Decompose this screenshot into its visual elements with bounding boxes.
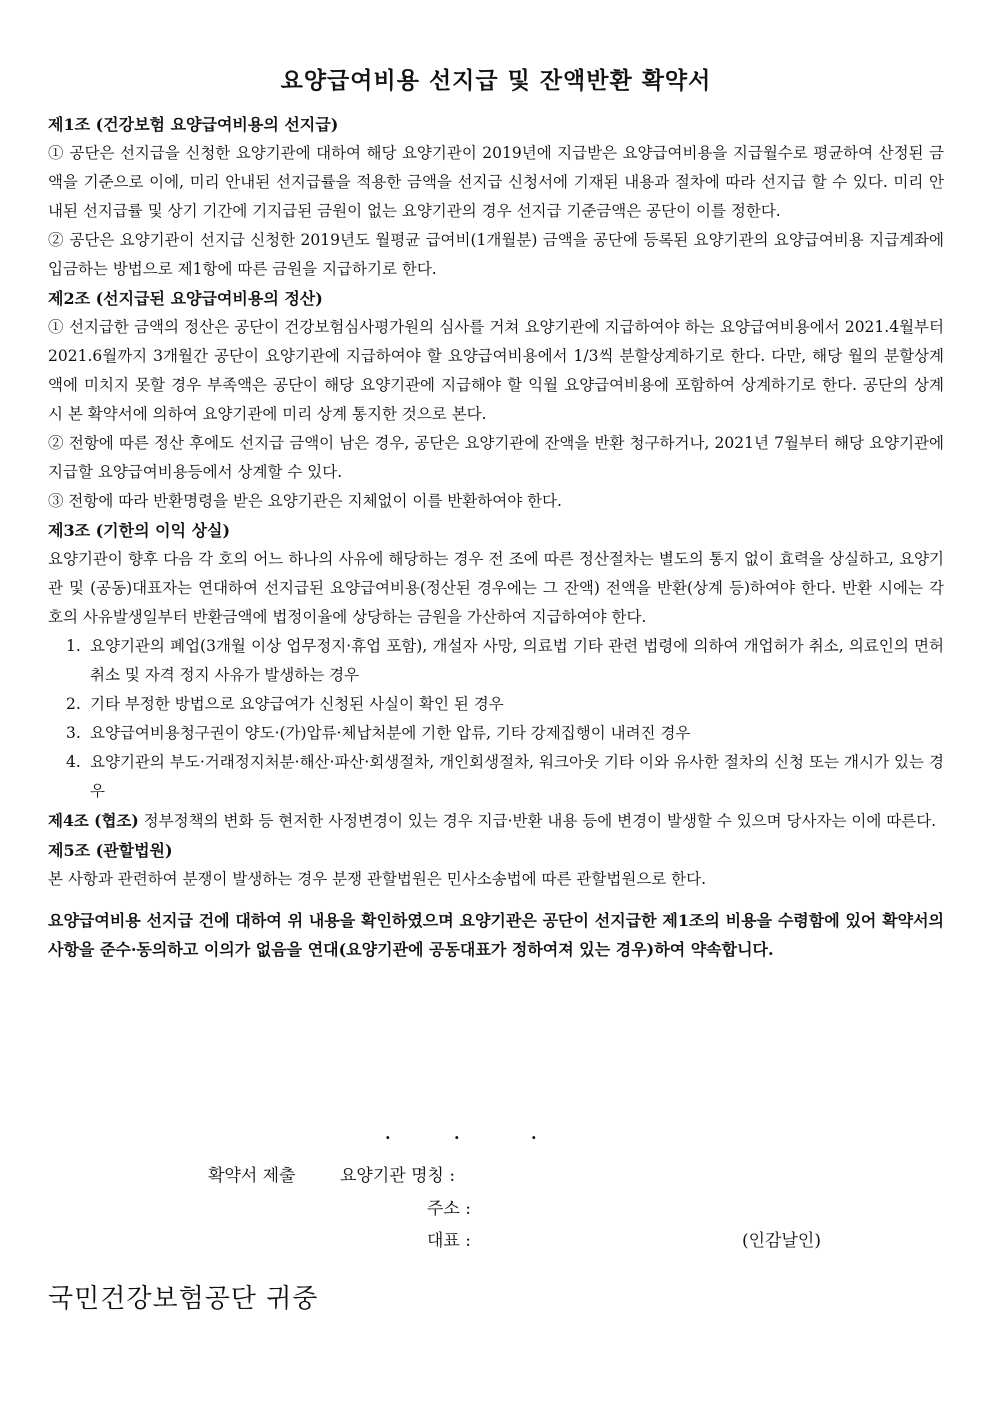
item-number: 2. <box>66 695 81 713</box>
article-heading: 제5조 (관할법원) <box>48 841 173 860</box>
recipient: 국민건강보험공단 귀중 <box>48 1284 319 1314</box>
item-text: 요양기관의 부도·거래정지처분·해산·파산·회생절차, 개인회생절차, 워크아웃 기타 이와 유사한 절차의 신청 또는 개시가 있는 경우 <box>90 753 944 800</box>
article-4 <box>48 806 944 836</box>
date-dot: . <box>385 1124 391 1143</box>
article-paragraph: 요양기관이 향후 다음 각 호의 어느 하나의 사유에 해당하는 경우 전 조에 따른 정산절차는 별도의 통지 없이 효력을 상실하고, 요양기관 및 (공동)대표자는 연대하여 선지급된 요양급여비용(정산된 경우에는 그 잔액) 전액을 반환(상계 등)하여야 한다. 반환 시에는 각 호의 사유발생일부터 반환금액에 법정이율에 상당하는 금원을 가산하여 지급하여야 한다. <box>48 550 944 626</box>
article-5 <box>48 836 944 894</box>
article-heading: 제1조 (건강보험 요양급여비용의 선지급) <box>48 115 339 134</box>
clause-list <box>48 632 944 806</box>
item-text: 요양급여비용청구권이 양도·(가)압류·체납처분에 기한 압류, 기타 강제집행이 내려진 경우 <box>90 724 691 742</box>
list-item <box>66 748 944 806</box>
article-paragraph: ② 전항에 따른 정산 후에도 선지급 금액이 남은 경우, 공단은 요양기관에 잔액을 반환 청구하거나, 2021년 7월부터 해당 요양기관에 지급할 요양급여비용등에서 상계할 수 있다. <box>48 434 944 481</box>
article-heading: 제2조 (선지급된 요양급여비용의 정산) <box>48 289 323 308</box>
institution-name-label: 요양기관 명칭 : <box>340 1166 456 1186</box>
document-title: 요양급여비용 선지급 및 잔액반환 확약서 <box>280 67 712 94</box>
seal-label: (인감날인) <box>742 1231 821 1251</box>
article-paragraph: ③ 전항에 따라 반환명령을 받은 요양기관은 지체없이 이를 반환하여야 한다. <box>48 492 562 510</box>
article-1 <box>48 110 944 284</box>
article-2 <box>48 284 944 516</box>
address-label: 주소 : <box>427 1199 471 1219</box>
item-number: 1. <box>66 637 81 655</box>
representative-label: 대표 : <box>427 1231 471 1251</box>
article-heading: 제4조 (협조) <box>48 811 139 830</box>
article-paragraph: ① 선지급한 금액의 정산은 공단이 건강보험심사평가원의 심사를 거쳐 요양기관에 지급하여야 하는 요양급여비용에서 2021.4월부터 2021.6월까지 3개월간 공단이 요양기관에 지급하여야 할 요양급여비용에서 1/3씩 분할상계하기로 한다. 다만, 해당 월의 분할상계액에 미치지 못할 경우 부족액은 공단이 해당 요양기관에 지급해야 할 익월 요양급여비용에 포함하여 상계하기로 한다. 공단의 상계 시 본 확약서에 의하여 요양기관에 미리 상계 통지한 것으로 본다. <box>48 318 944 423</box>
date-dot: . <box>531 1124 537 1143</box>
item-number: 4. <box>66 753 81 771</box>
list-item <box>66 632 944 690</box>
submit-label: 확약서 제출 <box>208 1166 296 1186</box>
list-item <box>66 690 944 719</box>
document-body <box>48 64 944 964</box>
date-line <box>0 1124 992 1152</box>
item-text: 기타 부정한 방법으로 요양급여가 신청된 사실이 확인 된 경우 <box>90 695 504 713</box>
article-paragraph: 본 사항과 관련하여 분쟁이 발생하는 경우 분쟁 관할법원은 민사소송법에 따른 관할법원으로 한다. <box>48 870 707 888</box>
article-inline-text: 정부정책의 변화 등 현저한 사정변경이 있는 경우 지급·반환 내용 등에 변경이 발생할 수 있으며 당사자는 이에 따른다. <box>138 812 937 830</box>
item-text: 요양기관의 폐업(3개월 이상 업무정지·휴업 포함), 개설자 사망, 의료법 기타 관련 법령에 의하여 개업허가 취소, 의료인의 면허 취소 및 자격 정지 사유가 발생하는 경우 <box>90 637 944 684</box>
date-dot: . <box>454 1124 460 1143</box>
article-heading: 제3조 (기한의 이익 상실) <box>48 521 231 540</box>
list-item <box>66 719 944 748</box>
article-paragraph <box>48 806 944 836</box>
article-3 <box>48 516 944 806</box>
pledge-statement: 요양급여비용 선지급 건에 대하여 위 내용을 확인하였으며 요양기관은 공단이 선지급한 제1조의 비용을 수령함에 있어 확약서의 사항을 준수·동의하고 이의가 없음을 연대(요양기관에 공동대표가 정하여져 있는 경우)하여 약속합니다. <box>48 911 944 959</box>
article-paragraph: ① 공단은 선지급을 신청한 요양기관에 대하여 해당 요양기관이 2019년에 지급받은 요양급여비용을 지급월수로 평균하여 산정된 금액을 기준으로 이에, 미리 안내된 선지급률을 적용한 금액을 선지급 신청서에 기재된 내용과 절차에 따라 선지급 할 수 있다. 미리 안내된 선지급률 및 상기 기간에 기지급된 금원이 없는 요양기관의 경우 선지급 기준금액은 공단이 이를 정한다. <box>48 144 944 220</box>
item-number: 3. <box>66 724 81 742</box>
article-paragraph: ② 공단은 요양기관이 선지급 신청한 2019년도 월평균 급여비(1개월분) 금액을 공단에 등록된 요양기관의 요양급여비용 지급계좌에 입금하는 방법으로 제1항에 따른 금원을 지급하기로 한다. <box>48 231 944 278</box>
